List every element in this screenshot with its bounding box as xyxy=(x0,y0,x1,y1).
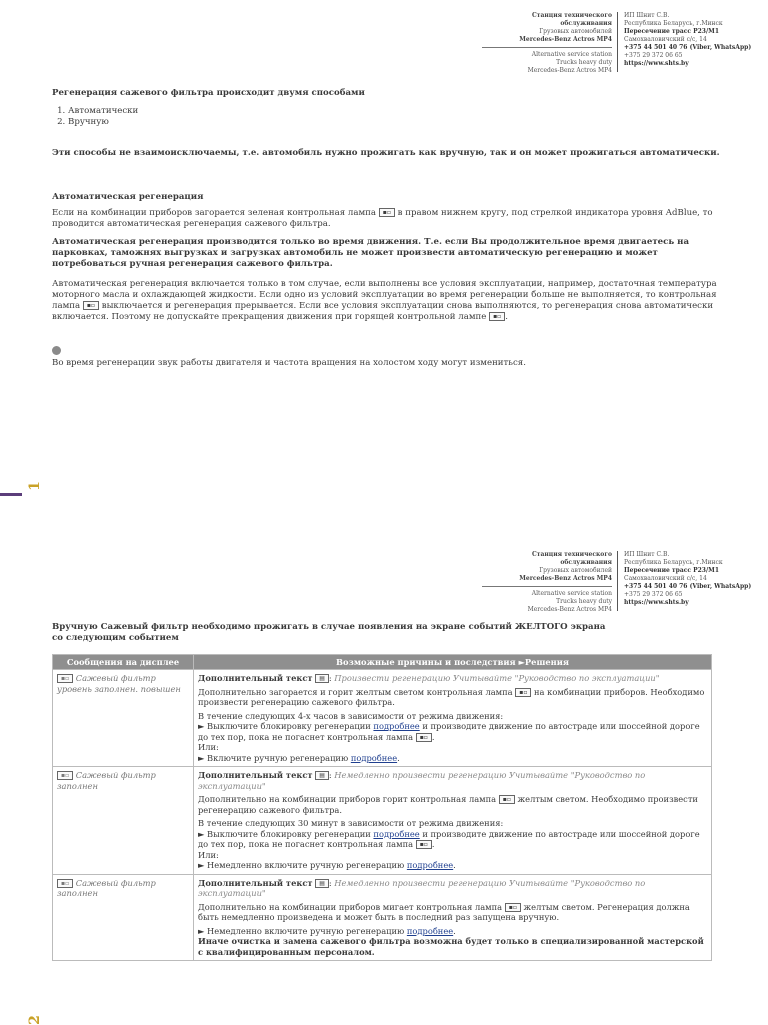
note-text: Эти способы не взаимоисключаемы, т.е. автомобиль нужно прожигать как вручную, так и он может прожигаться автоматически. xyxy=(52,148,720,158)
text: ► Немедленно включите ручную регенерацию xyxy=(198,925,405,936)
column-header: Возможные причины и последствия ►Решения xyxy=(194,655,712,670)
text-label: Дополнительный текст xyxy=(198,877,313,888)
lh-line: Самохваловичский с/с, 14 xyxy=(624,575,707,582)
message-cell xyxy=(53,767,194,875)
text: в правом нижнем кругу, под стрелкой индикатора уровня AdBlue, то проводится автоматическая регенерация сажевого фильтра. xyxy=(52,208,713,229)
text: ► Немедленно включите ручную регенерацию xyxy=(198,860,405,870)
lh-line: Станция технического обслуживания xyxy=(531,12,612,27)
letterhead-right xyxy=(624,12,768,68)
text: Автоматическая регенерация включается только в том случае, если выполнены все условия эксплуатации, например, достаточная температура моторного масла и охлаждающей жидкости. Если одно из условий эксплуатации во время регенерации больше не выполняется, то контрольная лампа xyxy=(52,279,717,311)
letterhead-right xyxy=(624,551,768,607)
or-text: Или: xyxy=(198,849,219,860)
lh-line: https://www.shts.by xyxy=(624,599,689,606)
solution-cell: Дополнительный текст ▤ : Произвести регенерацию Учитывайте "Руководство по эксплуатации" Дополнительно загорается и горит желтым светом контрольная лампа ▪▫ на комбинации приборов. Необходимо произвести регенерацию сажевого фильтра. В течение следующих 4-х часов в зависимости от режима движения: ► Выключите блокировку регенерации подробнее и производите движение по автостраде или шоссейной дороге до тех пор, пока не погаснет контрольная лампа ▪▫ . Или: ► Включите ручную регенерацию подробнее. xyxy=(194,670,712,767)
manual-heading: Вручную Сажевый фильтр необходимо прожигать в случае появления на экране событий ЖЕЛТОГО экрана со следующим событием xyxy=(52,622,606,643)
text-label: Дополнительный текст xyxy=(198,673,313,683)
final-warning: Иначе очистка и замена сажевого фильтра возможна будет только в специализированной мастерской с квалифицированным персоналом. xyxy=(198,936,704,957)
filter-lamp-icon: ▪▫ xyxy=(379,208,395,217)
page-number: 1 xyxy=(26,481,43,491)
text: выключается и регенерация прерывается. Если все условия эксплуатации снова выполняются, то регенерация снова автоматически включается. Поэтому не допускайте прекращения движения при горящей контрольной лампе xyxy=(52,301,714,322)
details-link[interactable]: подробнее xyxy=(406,860,454,870)
filter-lamp-icon: ▪▫ xyxy=(57,674,73,683)
text: желтым светом. Регенерация должна быть немедленно произведена и может быть в последний раз запущена вручную. xyxy=(198,901,690,922)
methods-list xyxy=(52,106,368,128)
lh-divider xyxy=(617,551,618,611)
text: Дополнительно загорается и горит желтым светом контрольная лампа xyxy=(198,686,513,697)
lh-line: Mercedes-Benz Actros MP4 xyxy=(519,575,612,582)
lh-line: +375 29 372 06 65 xyxy=(624,52,683,59)
lh-line: Грузовых автомобилей xyxy=(539,28,612,35)
text: ► Выключите блокировку регенерации xyxy=(198,721,371,731)
text-label: Дополнительный текст xyxy=(198,770,313,780)
lh-line: Mercedes-Benz Actros MP4 xyxy=(519,36,612,43)
filter-lamp-icon: ▪▫ xyxy=(83,301,99,310)
message-text: Сажевый фильтр заполнен xyxy=(57,877,156,898)
intro-text: Регенерация сажевого фильтра происходит двумя способами xyxy=(52,88,365,98)
details-link[interactable]: подробнее xyxy=(373,828,420,839)
letterhead-left xyxy=(480,551,612,614)
column-header: Сообщения на дисплее xyxy=(53,655,194,670)
lh-line: Грузовых автомобилей xyxy=(539,567,612,574)
lh-rule xyxy=(482,47,612,48)
table-row xyxy=(53,670,712,767)
text: Если на комбинации приборов загорается зеленая контрольная лампа xyxy=(52,208,377,218)
lh-line: +375 29 372 06 65 xyxy=(624,591,683,598)
filter-lamp-icon: ▪▫ xyxy=(416,840,432,849)
letterhead-left xyxy=(480,12,612,75)
filter-lamp-icon: ▪▫ xyxy=(57,771,73,780)
lh-line: ИП Шнит С.В. xyxy=(624,551,670,558)
info-icon xyxy=(52,346,61,355)
filter-lamp-icon: ▪▫ xyxy=(515,688,531,697)
filter-lamp-icon: ▪▫ xyxy=(416,733,432,742)
solution-cell: Дополнительный текст ▤ : Немедленно произвести регенерацию Учитывайте "Руководство по эксплуатации" Дополнительно на комбинации приборов горит контрольная лампа ▪▫ желтым светом. Необходимо произвести регенерацию сажевого фильтра. В течение следующих 30 минут в зависимости от режима движения: ► Выключите блокировку регенерации подробнее и производите движение по автостраде или шоссейной дороге до тех пор, пока не погаснет контрольная лампа ▪▫ . Или: ► Немедленно включите ручную регенерацию подробнее. xyxy=(194,767,712,875)
display-icon: ▤ xyxy=(315,879,329,888)
text: и производите движение по автостраде или шоссейной дороге до тех пор, пока не погаснет контрольная лампа xyxy=(198,828,700,849)
message-cell xyxy=(53,670,194,767)
list-item: 2. Вручную xyxy=(68,117,368,128)
text: и производите движение по автостраде или шоссейной дороге до тех пор, пока не погаснет контрольная лампа xyxy=(198,721,700,742)
message-text: Сажевый фильтр заполнен xyxy=(57,770,156,791)
table-row xyxy=(53,874,712,961)
text-value: Немедленно произвести регенерацию Учитывайте "Руководство по эксплуатации" xyxy=(198,877,646,898)
lh-line: Mercedes-Benz Actros MP4 xyxy=(527,67,612,74)
lh-line: Самохваловичский с/с, 14 xyxy=(624,36,707,43)
text: ► Включите ручную регенерацию xyxy=(198,752,349,763)
filter-lamp-icon: ▪▫ xyxy=(57,879,73,888)
lh-line: +375 44 501 40 76 (Viber, WhatsApp) xyxy=(624,583,752,590)
lh-divider xyxy=(617,12,618,72)
text: на комбинации приборов. Необходимо произвести регенерацию сажевого фильтра. xyxy=(198,686,705,707)
timing-text: В течение следующих 4-х часов в зависимости от режима движения: xyxy=(198,710,504,721)
lh-line: Республика Беларусь, г.Минск xyxy=(624,20,723,27)
lh-line: Станция технического обслуживания xyxy=(531,551,612,566)
text: Дополнительно на комбинации приборов мигает контрольная лампа xyxy=(198,901,503,912)
table-row xyxy=(53,767,712,875)
lh-rule xyxy=(482,586,612,587)
lh-line: Alternative service station xyxy=(531,51,612,58)
auto-paragraph-1 xyxy=(52,208,722,230)
timing-text: В течение следующих 30 минут в зависимости от режима движения: xyxy=(198,818,504,828)
or-text: Или: xyxy=(198,742,219,752)
auto-bold-paragraph: Автоматическая регенерация производится только во время движения. Т.е. если Вы продолжительное время двигаетесь на парковках, таможнях выгрузках и загрузках автомобиль не может произвести автоматическую регенерацию и может потребоваться ручная регенерация сажевого фильтра. xyxy=(52,237,690,269)
page-number: 2 xyxy=(26,1015,43,1025)
page-marker-bar xyxy=(0,493,22,496)
details-link[interactable]: подробнее xyxy=(406,925,454,936)
lh-line: Alternative service station xyxy=(531,590,612,597)
messages-table xyxy=(52,654,712,961)
lh-line: Пересечение трасс Р23/М1 xyxy=(624,28,719,35)
text: желтым светом. Необходимо произвести регенерацию сажевого фильтра. xyxy=(198,794,698,815)
auto-heading: Автоматическая регенерация xyxy=(52,192,204,202)
solution-cell: Дополнительный текст ▤ : Немедленно произвести регенерацию Учитывайте "Руководство по эксплуатации" Дополнительно на комбинации приборов мигает контрольная лампа ▪▫ желтым светом. Регенерация должна быть немедленно произведена и может быть в последний раз запущена вручную. ► Немедленно включите ручную регенерацию подробнее. Иначе очистка и замена сажевого фильтра возможна будет только в специализированной мастерской с квалифицированным персоналом. xyxy=(194,874,712,961)
filter-lamp-icon: ▪▫ xyxy=(499,795,515,804)
filter-lamp-icon: ▪▫ xyxy=(489,312,505,321)
text: Дополнительно на комбинации приборов горит контрольная лампа xyxy=(198,794,497,804)
lh-line: ИП Шнит С.В. xyxy=(624,12,670,19)
text: ► Выключите блокировку регенерации xyxy=(198,828,371,839)
display-icon: ▤ xyxy=(315,674,329,683)
text-value: Немедленно произвести регенерацию Учитывайте "Руководство по эксплуатации" xyxy=(198,770,646,791)
table-header xyxy=(53,655,712,670)
lh-line: Республика Беларусь, г.Минск xyxy=(624,559,723,566)
text-value: Произвести регенерацию Учитывайте "Руководство по эксплуатации" xyxy=(334,673,660,683)
lh-line: Trucks heavy duty xyxy=(556,59,612,66)
info-text: Во время регенерации звук работы двигателя и частота вращения на холостом ходу могут измениться. xyxy=(52,358,526,368)
lh-line: https://www.shts.by xyxy=(624,60,689,67)
lh-line: +375 44 501 40 76 (Viber, WhatsApp) xyxy=(624,44,752,51)
lh-line: Пересечение трасс Р23/М1 xyxy=(624,567,719,574)
lh-line: Trucks heavy duty xyxy=(556,598,612,605)
lh-line: Mercedes-Benz Actros MP4 xyxy=(527,606,612,613)
message-cell xyxy=(53,874,194,961)
details-link[interactable]: подробнее xyxy=(373,721,420,731)
auto-paragraph-2: Автоматическая регенерация включается только в том случае, если выполнены все условия эксплуатации, например, достаточная температура моторного масла и охлаждающей жидкости. Если одно из условий эксплуатации во время регенерации больше не выполняется, то контрольная лампа ▪▫ выключается и регенерация прерывается. Если все условия эксплуатации снова выполняются, то регенерация снова автоматически включается. Поэтому не допускайте прекращения движения при горящей контрольной лампе ▪▫ . xyxy=(52,279,717,322)
list-item: 1. Автоматически xyxy=(68,106,368,117)
filter-lamp-icon: ▪▫ xyxy=(505,903,521,912)
display-icon: ▤ xyxy=(315,771,329,780)
message-text: Сажевый фильтр уровень заполнен. повышен xyxy=(57,673,181,694)
details-link[interactable]: подробнее xyxy=(350,752,398,763)
